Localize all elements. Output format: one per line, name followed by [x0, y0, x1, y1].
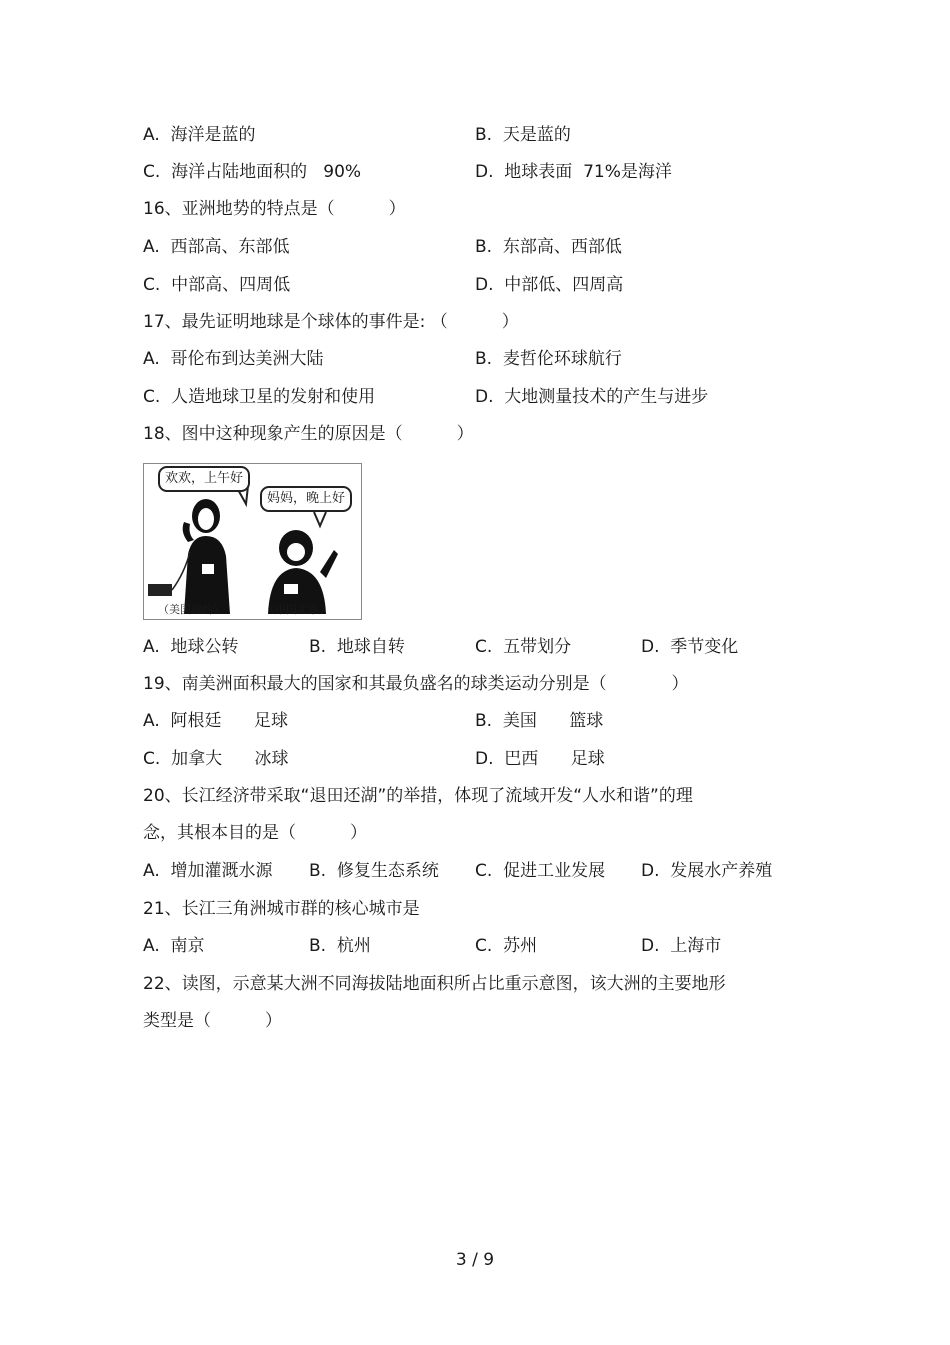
- q16-option-a: A. 西部高、东部低: [143, 237, 290, 257]
- q17-option-a: A. 哥伦布到达美洲大陆: [143, 349, 324, 369]
- caption-new-york: （美国纽约）: [158, 603, 224, 616]
- q19-option-b: B. 美国 篮球: [475, 711, 604, 731]
- q17-option-b: B. 麦哲伦环球航行: [475, 349, 622, 369]
- q21-option-c: C. 苏州: [475, 936, 538, 956]
- q21-stem: 21、长江三角洲城市群的核心城市是: [143, 899, 420, 919]
- speech-bubble-left: 欢欢，上午好: [158, 466, 250, 492]
- q18-option-b: B. 地球自转: [309, 637, 405, 657]
- q19-stem: 19、南美洲面积最大的国家和其最负盛名的球类运动分别是（ ）: [143, 674, 689, 694]
- q20-option-d: D. 发展水产养殖: [641, 861, 773, 881]
- q16-option-d: D. 中部低、四周高: [475, 275, 624, 295]
- q17-stem: 17、最先证明地球是个球体的事件是: （ ）: [143, 312, 519, 332]
- q20-stem-line1: 20、长江经济带采取“退田还湖”的举措，体现了流域开发“人水和谐”的理: [143, 786, 693, 806]
- q18-stem: 18、图中这种现象产生的原因是（ ）: [143, 424, 474, 444]
- q21-option-d: D. 上海市: [641, 936, 722, 956]
- q18-option-a: A. 地球公转: [143, 637, 239, 657]
- q20-option-c: C. 促进工业发展: [475, 861, 606, 881]
- q17-option-d: D. 大地测量技术的产生与进步: [475, 387, 709, 407]
- q18-option-c: C. 五带划分: [475, 637, 572, 657]
- q16-option-b: B. 东部高、西部低: [475, 237, 622, 257]
- q15-option-d: D. 地球表面 71%是海洋: [475, 162, 672, 182]
- q16-option-c: C. 中部高、四周低: [143, 275, 291, 295]
- q19-option-a: A. 阿根廷 足球: [143, 711, 288, 731]
- q20-stem-line2: 念，其根本目的是（ ）: [143, 823, 368, 843]
- q20-option-b: B. 修复生态系统: [309, 861, 439, 881]
- q18-figure: [143, 463, 362, 620]
- q18-option-d: D. 季节变化: [641, 637, 739, 657]
- q21-option-a: A. 南京: [143, 936, 205, 956]
- q15-option-c: C. 海洋占陆地面积的 90%: [143, 162, 362, 182]
- speech-bubble-right: 妈妈，晚上好: [260, 486, 352, 512]
- q19-option-c: C. 加拿大 冰球: [143, 749, 289, 769]
- q15-option-a: A. 海洋是蓝的: [143, 125, 256, 145]
- q15-option-b: B. 天是蓝的: [475, 125, 571, 145]
- page-number: 3 / 9: [455, 1250, 495, 1270]
- caption-beijing: （中国北京）: [264, 603, 330, 616]
- q20-option-a: A. 增加灌溉水源: [143, 861, 273, 881]
- q16-stem: 16、亚洲地势的特点是（ ）: [143, 199, 406, 219]
- q22-stem-line1: 22、读图，示意某大洲不同海拔陆地面积所占比重示意图，该大洲的主要地形: [143, 974, 726, 994]
- q19-option-d: D. 巴西 足球: [475, 749, 605, 769]
- q17-option-c: C. 人造地球卫星的发射和使用: [143, 387, 376, 407]
- q21-option-b: B. 杭州: [309, 936, 371, 956]
- q22-stem-line2: 类型是（ ）: [143, 1011, 283, 1031]
